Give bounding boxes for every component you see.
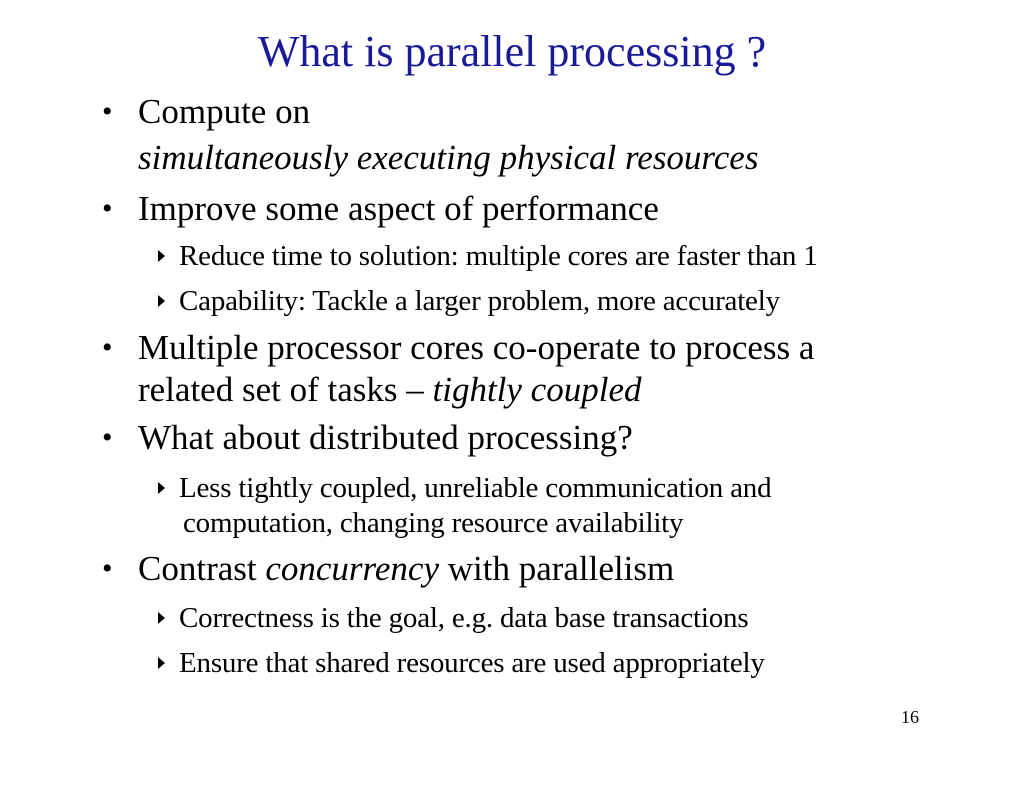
slide-title: What is parallel processing ?: [257, 27, 767, 76]
bullet-4-text: What about distributed processing?: [138, 418, 633, 457]
triangle-bullet-icon: [158, 482, 165, 494]
bullet-5-sub-1: Correctness is the goal, e.g. data base transactions: [179, 602, 749, 634]
bullet-5-suffix: with parallelism: [438, 549, 675, 588]
bullet-4-sub-line-1: Less tightly coupled, unreliable communication and: [179, 472, 772, 504]
bullet-5-text: [138, 549, 674, 589]
bullet-marker: •: [102, 95, 113, 128]
bullet-3-emphasis: tightly coupled: [432, 370, 642, 409]
bullet-marker: •: [102, 331, 113, 364]
bullet-4-sub-line-2: computation, changing resource availability: [183, 507, 684, 539]
triangle-bullet-icon: [158, 250, 165, 262]
bullet-3-line-1: Multiple processor cores co-operate to process a: [138, 328, 815, 367]
bullet-marker: •: [102, 421, 113, 454]
bullet-1-line-1: Compute on: [138, 92, 311, 131]
bullet-2-sub-2: Capability: Tackle a larger problem, more accurately: [179, 285, 780, 317]
bullet-marker: •: [102, 552, 113, 585]
triangle-bullet-icon: [158, 295, 165, 307]
bullet-2-text: Improve some aspect of performance: [138, 189, 659, 228]
bullet-5-prefix: Contrast: [138, 549, 266, 588]
bullet-1-line-2: [138, 138, 758, 178]
bullet-3-line-2-prefix: related set of tasks –: [138, 370, 433, 409]
bullet-marker: •: [102, 192, 113, 225]
bullet-5-emphasis: concurrency: [265, 549, 439, 588]
bullet-3-line-2: [138, 370, 641, 410]
triangle-bullet-icon: [158, 612, 165, 624]
bullet-5-sub-2: Ensure that shared resources are used appropriately: [179, 647, 765, 679]
bullet-1-emphasis: simultaneously executing physical resources: [138, 138, 759, 177]
bullet-2-sub-1: Reduce time to solution: multiple cores are faster than 1: [179, 240, 818, 272]
triangle-bullet-icon: [158, 657, 165, 669]
page-number: 16: [901, 707, 919, 727]
